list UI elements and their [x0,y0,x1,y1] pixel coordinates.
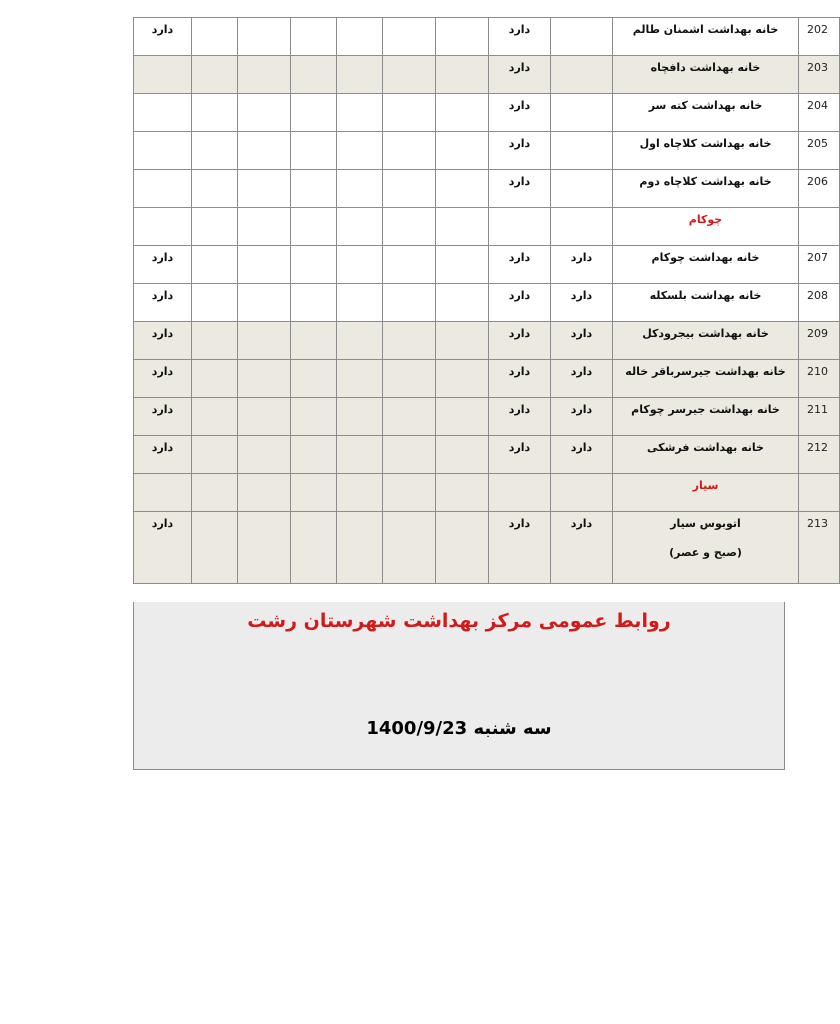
facility-name [613,94,799,132]
status-cell: دارد [551,360,613,398]
status-cell [134,474,192,512]
status-cell [383,436,436,474]
status-cell: دارد [489,132,551,170]
status-cell [291,512,337,584]
status-cell [134,208,192,246]
row-number: 209 [799,322,840,360]
status-cell [192,512,238,584]
status-cell [551,94,613,132]
status-cell [291,436,337,474]
status-cell: دارد [489,436,551,474]
status-cell [383,170,436,208]
status-cell: دارد [551,322,613,360]
row-number [799,474,840,512]
footer-date: سه شنبه 1400/9/23 [366,718,552,739]
status-cell [436,132,489,170]
row-number: 212 [799,436,840,474]
status-cell [436,398,489,436]
health-houses-table [133,17,840,584]
row-number [799,208,840,246]
table-row [134,398,840,436]
row-number: 213 [799,512,840,584]
status-cell [383,322,436,360]
status-cell [436,18,489,56]
status-cell [337,56,383,94]
row-number: 207 [799,246,840,284]
status-cell: دارد [551,512,613,584]
status-cell [238,132,291,170]
status-cell [436,208,489,246]
status-cell [383,284,436,322]
table-row [134,170,840,208]
facility-name [613,436,799,474]
status-cell: دارد [134,246,192,284]
table-row [134,436,840,474]
facility-name-text: خانه بهداشت کلاچاه اول [639,137,772,150]
status-cell [238,512,291,584]
row-number: 205 [799,132,840,170]
status-cell [291,360,337,398]
status-cell [291,284,337,322]
status-cell [436,436,489,474]
status-cell [291,208,337,246]
status-cell [436,474,489,512]
status-cell [192,18,238,56]
table-row [134,512,840,584]
status-cell [238,94,291,132]
section-row [134,208,840,246]
section-title [613,208,799,246]
status-cell [291,170,337,208]
facility-name-text: سیار [692,479,719,492]
facility-name-text: چوکام [688,213,723,226]
status-cell [436,94,489,132]
status-cell [337,398,383,436]
status-cell: دارد [489,284,551,322]
table-body [134,18,840,584]
status-cell [436,246,489,284]
facility-name [613,360,799,398]
status-cell [337,436,383,474]
status-cell [383,246,436,284]
status-cell: دارد [489,170,551,208]
status-cell [383,360,436,398]
table-row [134,322,840,360]
facility-name-text: اتوبوس سیار [670,517,741,530]
status-cell: دارد [551,246,613,284]
status-cell [192,284,238,322]
row-number: 208 [799,284,840,322]
status-cell: دارد [489,512,551,584]
facility-subtitle: (صبح و عصر) [669,546,742,559]
status-cell [383,512,436,584]
status-cell [383,18,436,56]
status-cell [337,474,383,512]
status-cell [551,170,613,208]
status-cell [238,398,291,436]
status-cell: دارد [134,398,192,436]
facility-name-text: خانه بهداشت چوکام [651,251,760,264]
status-cell [192,360,238,398]
status-cell: دارد [489,56,551,94]
table-row [134,360,840,398]
status-cell [291,398,337,436]
status-cell [551,18,613,56]
status-cell [489,208,551,246]
row-number: 211 [799,398,840,436]
status-cell [337,512,383,584]
facility-name [613,132,799,170]
status-cell: دارد [134,284,192,322]
status-cell [291,94,337,132]
status-cell [192,246,238,284]
section-title [613,474,799,512]
facility-name-text: خانه بهداشت فرشکی [647,441,764,454]
status-cell [134,170,192,208]
facility-name-text: خانه بهداشت بیجرودکل [642,327,769,340]
status-cell: دارد [551,284,613,322]
status-cell [436,170,489,208]
row-number: 203 [799,56,840,94]
table-row [134,18,840,56]
status-cell [337,322,383,360]
status-cell [436,284,489,322]
status-cell [238,284,291,322]
status-cell [238,360,291,398]
status-cell [192,94,238,132]
status-cell: دارد [551,398,613,436]
footer-box [133,602,785,770]
status-cell [134,132,192,170]
status-cell [238,246,291,284]
status-cell [337,246,383,284]
facility-name-text: خانه بهداشت اشمنان طالم [632,23,779,36]
status-cell [192,436,238,474]
row-number: 206 [799,170,840,208]
status-cell [192,56,238,94]
status-cell [436,360,489,398]
facility-name [613,398,799,436]
table-row [134,132,840,170]
facility-name-text: خانه بهداشت جیرسرباقر خاله [625,365,786,378]
status-cell [436,322,489,360]
status-cell [238,56,291,94]
status-cell [551,474,613,512]
status-cell [192,398,238,436]
status-cell [383,474,436,512]
status-cell [134,56,192,94]
facility-name [613,170,799,208]
status-cell [489,474,551,512]
status-cell [192,474,238,512]
status-cell [337,284,383,322]
facility-name-text: خانه بهداشت بلسکله [649,289,762,302]
table-row [134,56,840,94]
facility-name-text: خانه بهداشت دافچاه [650,61,761,74]
status-cell [238,436,291,474]
status-cell [192,322,238,360]
status-cell: دارد [134,360,192,398]
facility-name-text: خانه بهداشت کلاچاه دوم [639,175,772,188]
status-cell: دارد [489,398,551,436]
status-cell [337,18,383,56]
status-cell [551,56,613,94]
table-row [134,94,840,132]
status-cell [436,56,489,94]
status-cell: دارد [551,436,613,474]
status-cell [238,474,291,512]
status-cell: دارد [489,322,551,360]
status-cell [238,170,291,208]
table-row [134,284,840,322]
status-cell [291,246,337,284]
status-cell [192,132,238,170]
status-cell: دارد [134,512,192,584]
row-number: 204 [799,94,840,132]
status-cell [383,94,436,132]
facility-name-text: خانه بهداشت جیرسر چوکام [631,403,780,416]
status-cell [383,208,436,246]
status-cell [436,512,489,584]
status-cell [238,208,291,246]
status-cell [337,360,383,398]
status-cell: دارد [134,18,192,56]
section-row [134,474,840,512]
status-cell [337,208,383,246]
status-cell [291,474,337,512]
status-cell [134,94,192,132]
status-cell [383,398,436,436]
facility-name [613,246,799,284]
status-cell [383,56,436,94]
status-cell [291,322,337,360]
facility-name [613,56,799,94]
facility-name [613,18,799,56]
status-cell [337,94,383,132]
status-cell [238,322,291,360]
row-number: 210 [799,360,840,398]
facility-name [613,512,799,584]
status-cell [291,132,337,170]
status-cell: دارد [489,18,551,56]
status-cell [192,170,238,208]
status-cell: دارد [489,94,551,132]
status-cell [337,170,383,208]
status-cell [551,208,613,246]
status-cell [238,18,291,56]
status-cell: دارد [134,436,192,474]
status-cell [337,132,383,170]
facility-name [613,322,799,360]
status-cell [383,132,436,170]
footer-title: روابط عمومی مرکز بهداشت شهرستان رشت [247,610,671,632]
status-cell [192,208,238,246]
table-row [134,246,840,284]
row-number: 202 [799,18,840,56]
status-cell [291,18,337,56]
status-cell [551,132,613,170]
status-cell: دارد [489,360,551,398]
status-cell [291,56,337,94]
status-cell: دارد [489,246,551,284]
status-cell: دارد [134,322,192,360]
facility-name [613,284,799,322]
facility-name-text: خانه بهداشت کته سر [648,99,763,112]
